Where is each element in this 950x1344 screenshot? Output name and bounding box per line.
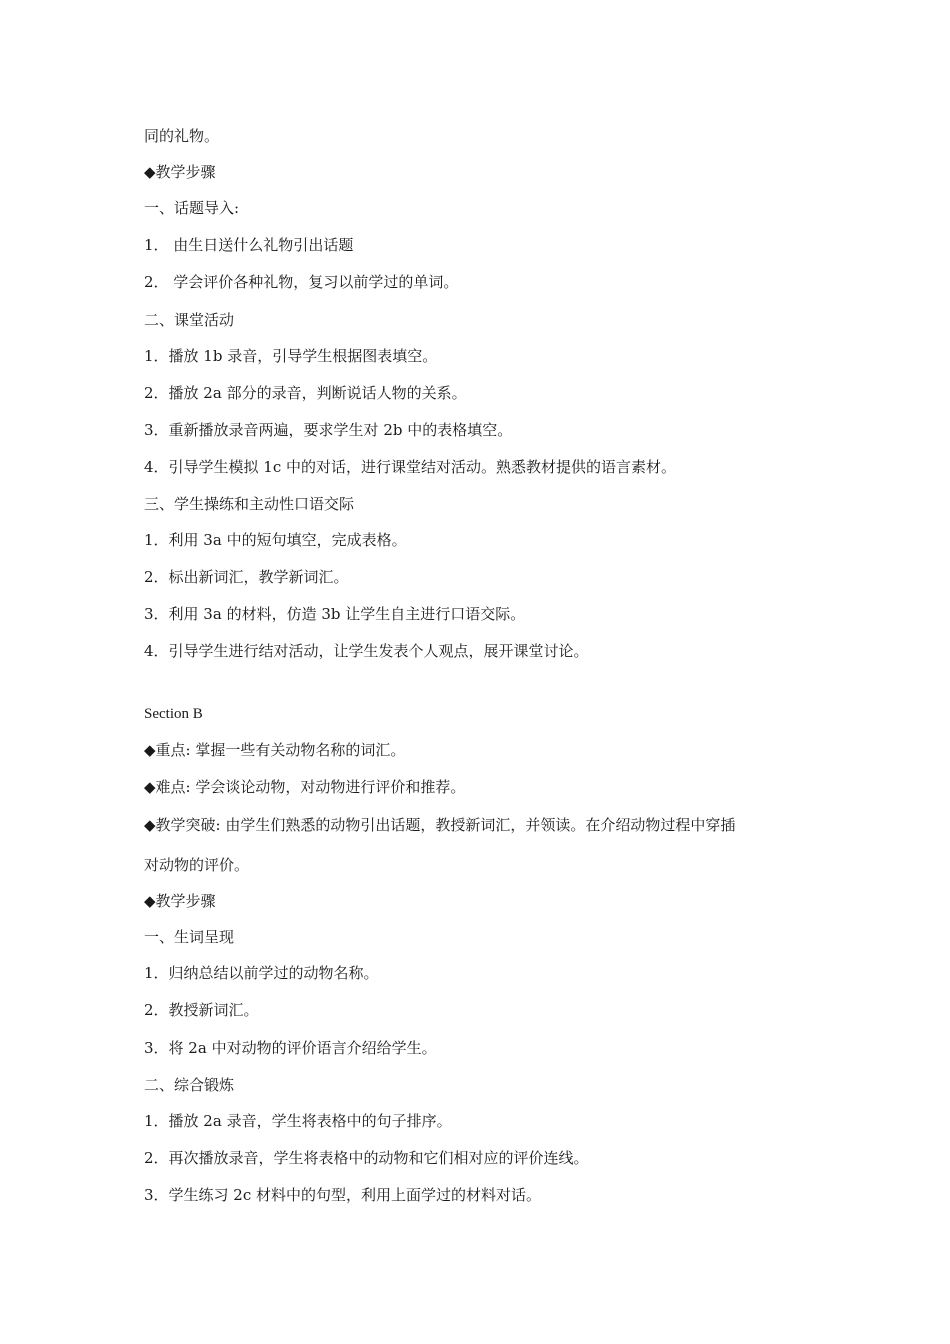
teaching-breakthrough: ◆教学突破: 由学生们熟悉的动物引出话题，教授新词汇，并领读。在介绍动物过程中穿插 xyxy=(144,816,736,834)
subsection-heading: 二、综合锻炼 xyxy=(144,1076,235,1094)
list-item: 1． 由生日送什么礼物引出话题 xyxy=(144,236,354,254)
difficult-point: ◆难点: 学会谈论动物，对动物进行评价和推荐。 xyxy=(144,778,466,796)
text-line: 同的礼物。 xyxy=(144,127,220,145)
list-item: 1．播放 2a 录音，学生将表格中的句子排序。 xyxy=(144,1112,452,1130)
list-item: 2．播放 2a 部分的录音，判断说话人物的关系。 xyxy=(144,384,467,402)
list-item: 1．利用 3a 中的短句填空，完成表格。 xyxy=(144,531,407,549)
list-item: 2．教授新词汇。 xyxy=(144,1001,259,1019)
section-title: Section B xyxy=(144,706,203,722)
section-heading: ◆教学步骤 xyxy=(144,892,216,910)
list-item: 4．引导学生模拟 1c 中的对话，进行课堂结对活动。熟悉教材提供的语言素材。 xyxy=(144,458,677,476)
section-heading: ◆教学步骤 xyxy=(144,163,216,181)
list-item: 4．引导学生进行结对活动，让学生发表个人观点，展开课堂讨论。 xyxy=(144,642,589,660)
list-item: 2． 学会评价各种礼物，复习以前学过的单词。 xyxy=(144,273,459,291)
list-item: 2．再次播放录音，学生将表格中的动物和它们相对应的评价连线。 xyxy=(144,1149,589,1167)
list-item: 1．播放 1b 录音，引导学生根据图表填空。 xyxy=(144,347,438,365)
text-line: 对动物的评价。 xyxy=(144,856,250,874)
subsection-heading: 二、课堂活动 xyxy=(144,311,235,329)
subsection-heading: 一、话题导入: xyxy=(144,199,240,217)
list-item: 3．将 2a 中对动物的评价语言介绍给学生。 xyxy=(144,1039,437,1057)
list-item: 2．标出新词汇，教学新词汇。 xyxy=(144,568,349,586)
subsection-heading: 三、学生操练和主动性口语交际 xyxy=(144,495,355,513)
subsection-heading: 一、生词呈现 xyxy=(144,928,235,946)
key-point: ◆重点: 掌握一些有关动物名称的词汇。 xyxy=(144,741,406,759)
list-item: 3．学生练习 2c 材料中的句型，利用上面学过的材料对话。 xyxy=(144,1186,542,1204)
list-item: 3．重新播放录音两遍，要求学生对 2b 中的表格填空。 xyxy=(144,421,513,439)
list-item: 3．利用 3a 的材料，仿造 3b 让学生自主进行口语交际。 xyxy=(144,605,526,623)
list-item: 1．归纳总结以前学过的动物名称。 xyxy=(144,964,379,982)
